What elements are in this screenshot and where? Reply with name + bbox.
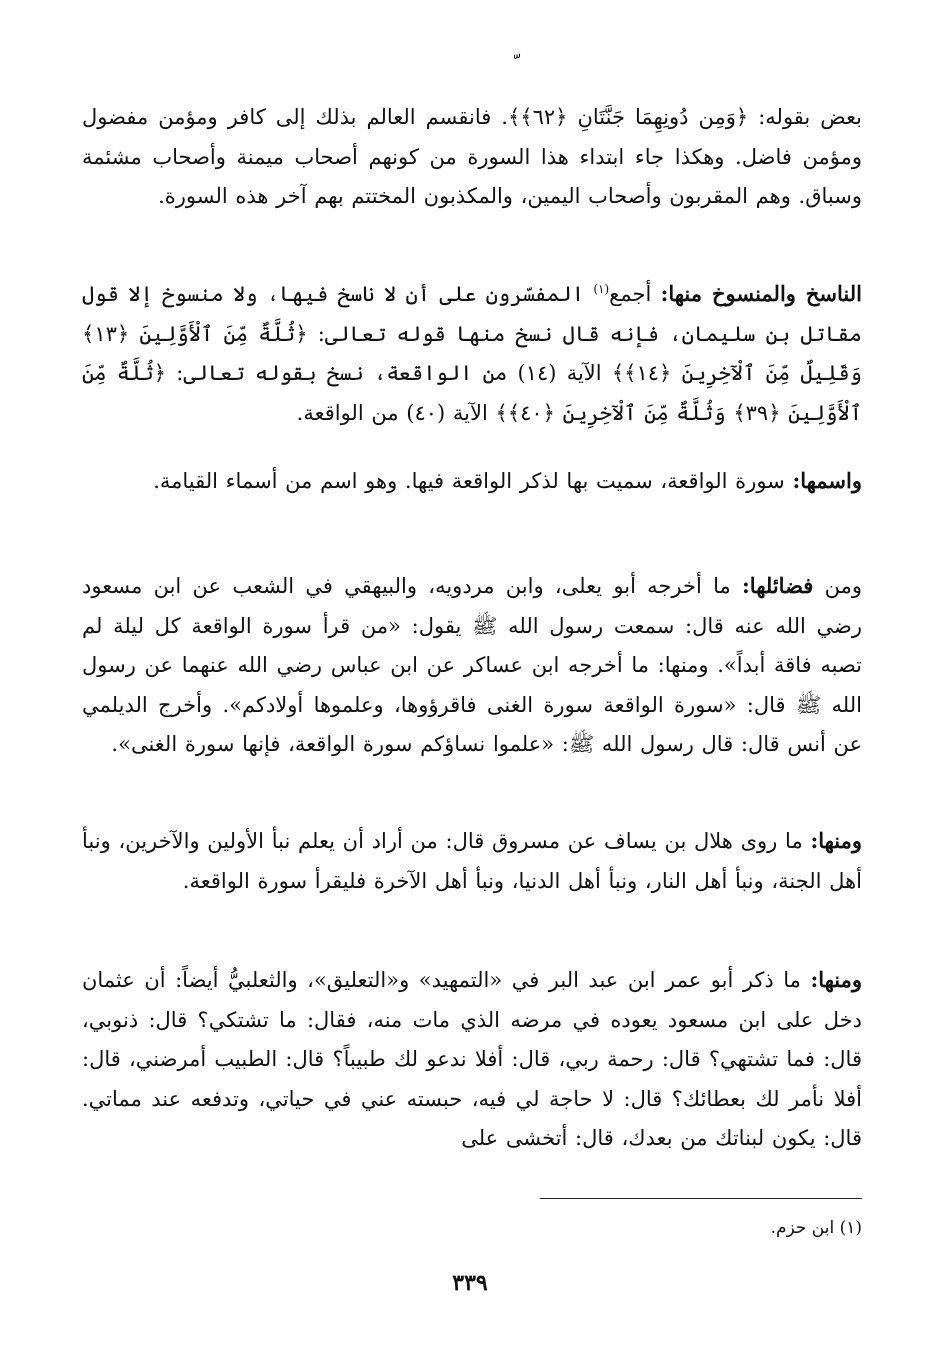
virtues-body: ما أخرجه أبو يعلى، وابن مردويه، والبيهقي في الشعب عن ابن مسعود رضي الله عنه قال: سمعت رسول الله ﷺ يقول: «من قرأ سورة الواقعة كل ليلة لم تصبه فاقة أبداً». ومنها: ما أخرجه ابن عساكر عن ابن عباس رضي الله عنهما عن رسول الله ﷺ قال: «سورة الواقعة سورة الغنى فاقرؤوها، وعلموها أولادكم». وأخرج الديلمي عن أنس قال: قال رسول الله ﷺ: «علموا نساؤكم سورة الواقعة، فإنها سورة الغنى».	[82, 574, 862, 756]
heading-virtues: فضائلها:	[742, 573, 814, 598]
ibn-abd-al-barr-body: ما ذكر أبو عمر ابن عبد البر في «التمهيد» و«التعليق»، والثعلبيُّ أيضاً: أن عثمان دخل على ابن مسعود يعوده في مرضه الذي مات منه، فقال: ما تشتكي؟ قال: ذنوبي، قال: فما تشتهي؟ قال: رحمة ربي، قال: أفلا ندعو لك طبيباً؟ قال: الطبيب أمرضني، قال: أفلا نأمر لك بعطائك؟ قال: لا حاجة لي فيه، حبسته عني في حياتي، وتدفعه عند مماتي. قال: يكون لبناتك من بعدك، قال: أتخشى على	[82, 968, 862, 1150]
paragraph-virtues	[82, 566, 862, 765]
virtues-prefix: ومن	[813, 574, 862, 598]
abrogation-body: المفسّرون على أن لا ناسخ فيها، ولا منسوخ إلا قول مقاتل بن سليمان، فإنه قال نسخ منها قوله تعالى: ﴿ثُلَّةٌ مِّنَ ٱلْأَوَّلِينَ ﴿١٣﴾ وَقَلِيلٌ مِّنَ ٱلْآخِرِينَ ﴿١٤﴾﴾ الآية (١٤) من الواقعة، نسخ بقوله تعالى: ﴿ثُلَّةٌ مِّنَ ٱلْأَوَّلِينَ ﴿٣٩﴾ وَثُلَّةٌ مِّنَ ٱلْآخِرِينَ ﴿٤٠﴾﴾ الآية (٤٠) من الواقعة.	[82, 282, 862, 425]
name-body: سورة الواقعة، سميت بها لذكر الواقعة فيها. وهو اسم من أسماء القيامة.	[153, 469, 793, 493]
paragraph-virtues-text	[82, 566, 862, 765]
heading-abrogation: الناسخ والمنسوخ منها:	[660, 281, 862, 306]
footnote-divider	[540, 1198, 862, 1199]
abrogation-before-footnote: أجمع	[609, 282, 661, 306]
footnote: (١) ابن حزم.	[770, 1218, 862, 1238]
paragraph-name-text	[82, 461, 862, 502]
paragraph-masruq-text	[82, 821, 862, 901]
masruq-body: ما روى هلال بن يساف عن مسروق قال: من أراد أن يعلم نبأ الأولين والآخرين، ونبأ أهل الجنة، ونبأ أهل النار، ونبأ أهل الدنيا، ونبأ أهل الآخرة فليقرأ سورة الواقعة.	[82, 829, 862, 893]
paragraph-1	[82, 98, 862, 217]
heading-masruq: ومنها:	[810, 828, 862, 853]
paragraph-abrogation	[82, 274, 862, 433]
paragraph-ibn-abd-al-barr-text	[82, 960, 862, 1159]
paragraph-masruq	[82, 821, 862, 901]
heading-name: واسمها:	[792, 468, 862, 493]
top-mark	[500, 52, 524, 76]
paragraph-1-text: بعض بقوله: ﴿وَمِن دُونِهِمَا جَنَّتَانِ ﴿٦٢﴾﴾. فانقسم العالم بذلك إلى كافر ومؤمن مفضول ومؤمن فاضل. وهكذا جاء ابتداء هذا السورة من كونهم أصحاب ميمنة وأصحاب مشئمة وسباق. وهم المقربون وأصحاب اليمين، والمكذبون المختتم بهم آخر هذه السورة.	[82, 105, 862, 208]
paragraph-abrogation-text	[82, 274, 862, 433]
paragraph-name	[82, 461, 862, 502]
paragraph-ibn-abd-al-barr	[82, 960, 862, 1159]
heading-ibn-abd-al-barr: ومنها:	[810, 967, 862, 992]
footnote-marker: (١)	[593, 282, 610, 296]
page-number: ٣٣٩	[452, 1270, 488, 1296]
